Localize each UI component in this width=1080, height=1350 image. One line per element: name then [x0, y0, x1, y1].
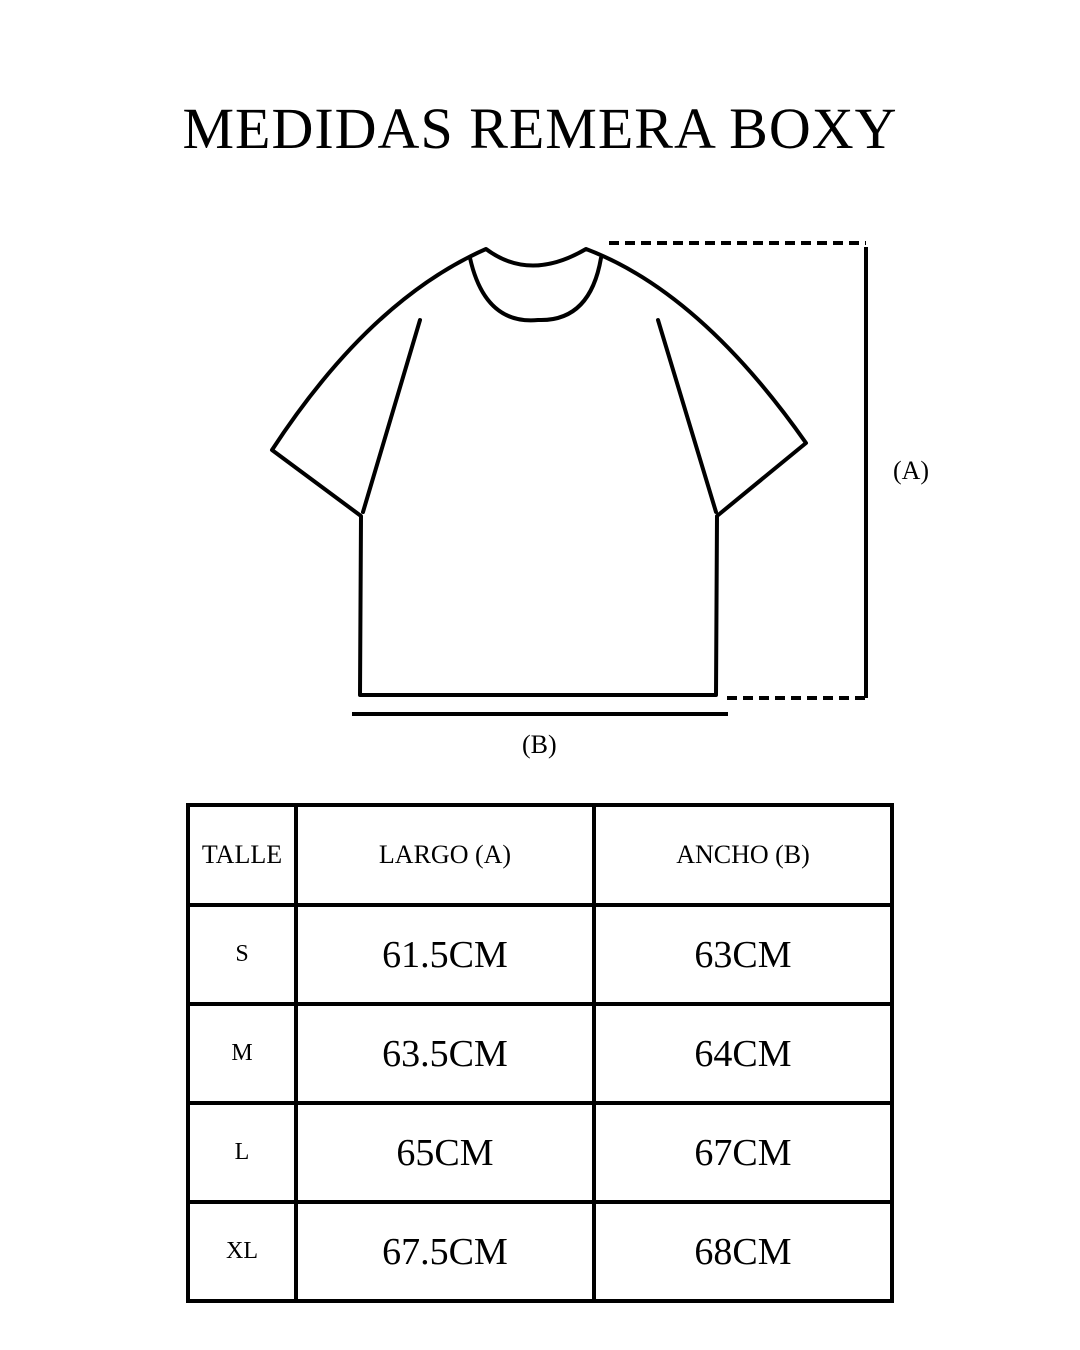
- ancho-cell: 64CM: [594, 1004, 892, 1103]
- label-b: (B): [522, 730, 557, 759]
- table-row: [188, 1103, 892, 1202]
- header-ancho: ANCHO (B): [594, 805, 892, 905]
- table-row: [188, 905, 892, 1004]
- largo-cell: 63.5CM: [296, 1004, 594, 1103]
- largo-cell: 67.5CM: [296, 1202, 594, 1301]
- size-cell: XL: [188, 1202, 296, 1301]
- ancho-cell: 68CM: [594, 1202, 892, 1301]
- header-talle: TALLE: [188, 805, 296, 905]
- largo-cell: 65CM: [296, 1103, 594, 1202]
- largo-cell: 61.5CM: [296, 905, 594, 1004]
- table-header-row: [188, 805, 892, 905]
- size-cell: M: [188, 1004, 296, 1103]
- tshirt-outline: [272, 249, 806, 695]
- table-row: [188, 1004, 892, 1103]
- tshirt-right-seam: [658, 320, 716, 512]
- size-cell: S: [188, 905, 296, 1004]
- size-table: [186, 803, 894, 1303]
- header-largo: LARGO (A): [296, 805, 594, 905]
- ancho-cell: 63CM: [594, 905, 892, 1004]
- page-title: MEDIDAS REMERA BOXY: [182, 96, 898, 161]
- ancho-cell: 67CM: [594, 1103, 892, 1202]
- tshirt-left-seam: [363, 320, 420, 512]
- label-a: (A): [893, 456, 930, 485]
- table-row: [188, 1202, 892, 1301]
- size-cell: L: [188, 1103, 296, 1202]
